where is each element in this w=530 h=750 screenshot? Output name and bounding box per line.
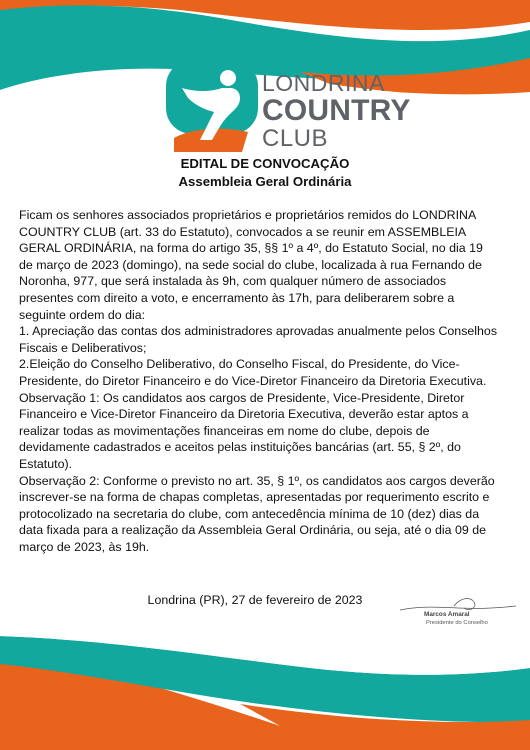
paragraph-agenda-item-1: 1. Apreciação das contas dos administradores aprovadas anualmente pelos Conselhos Fiscais e Deliberativos;: [19, 324, 498, 355]
document-body: [19, 207, 499, 555]
club-wordmark: [262, 72, 411, 151]
place-and-date: Londrina (PR), 27 de fevereiro de 2023: [147, 593, 363, 607]
paragraph-observation-1: Observação 1: Os candidatos aos cargos de Presidente, Vice-Presidente, Diretor Financeiro e Vice-Diretor Financeiro da Diretoria Executiva, deverão estar aptos a realizar todas as movimentações financeiras em nome do clube, depois de devidamente cadastrados e aceitos pelas instituições bancárias (art. 55, § 2º, do Estatuto).: [19, 390, 469, 471]
signatory-name: Marcos Amaral: [424, 611, 470, 618]
wordmark-line-1: LONDRINA: [262, 70, 385, 96]
paragraph-observation-2: Observação 2: Conforme o previsto no art. 35, § 1º, os candidatos aos cargos deverão inscrever-se na forma de chapas completas, apresentadas por requerimento escrito e protocolizado na secretaria do clube, com antecedência mínima de 10 (dez) dias da data fixada para a realização da Assembleia Geral Ordinária, ou seja, até o dia 09 de março de 2023, às 19h.: [19, 473, 495, 554]
wordmark-line-3: CLUB: [262, 125, 329, 152]
document-subtitle: Assembleia Geral Ordinária: [178, 174, 352, 189]
document-title: EDITAL DE CONVOCAÇÃO: [180, 156, 350, 171]
signatory-role: Presidente do Conselho: [426, 620, 488, 626]
paragraph-agenda-item-2: 2.Eleição do Conselho Deliberativo, do Conselho Fiscal, do Presidente, do Vice-Presidente, do Diretor Financeiro e do Vice-Diretor Financeiro da Diretoria Executiva.: [19, 357, 487, 388]
wordmark-line-2: COUNTRY: [262, 94, 411, 127]
paragraph-convocation: Ficam os senhores associados proprietários e proprietários remidos do LONDRINA COUNTRY CLUB (art. 33 do Estatuto), convocados a se reunir em ASSEMBLEIA GERAL ORDINÁRIA, na forma do artigo 35, §§ 1º a 4º, do Estatuto Social, no dia 19 de março de 2023 (domingo), na sede social do clube, localizada à rua Fernando de Noronha, 977, que será instalada às 9h, com qualquer número de associados presentes com direito a voto, e encerramento às 17h, para deliberarem sobre a seguinte ordem do dia:: [19, 208, 483, 322]
